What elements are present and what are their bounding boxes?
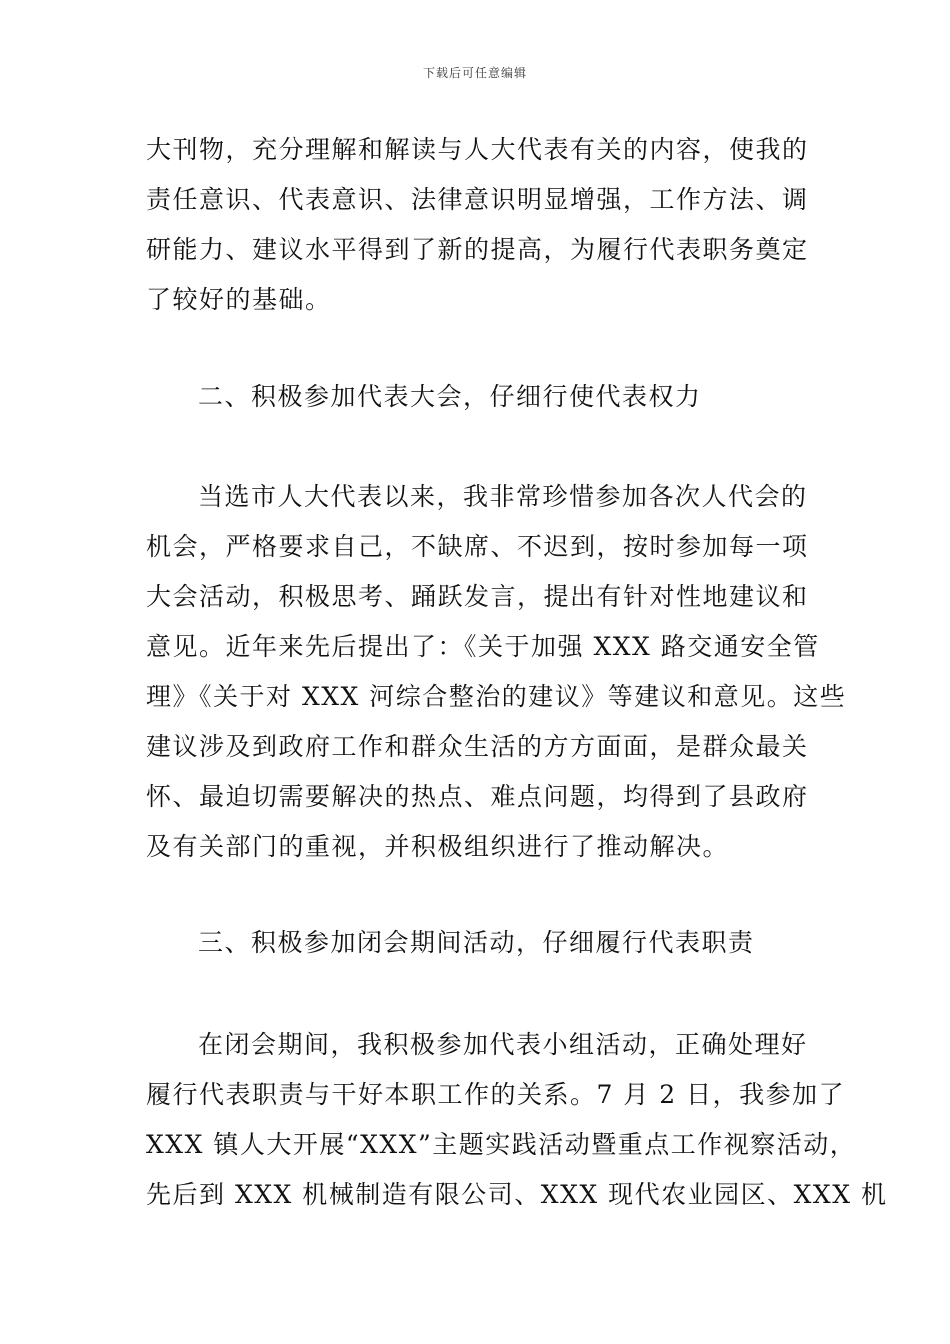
text-line: 研能力、建议水平得到了新的提高，为履行代表职务奠定 <box>146 235 809 264</box>
text-line: 在闭会期间，我积极参加代表小组活动，正确处理好 <box>198 1030 808 1059</box>
text-line: 怀、最迫切需要解决的热点、难点问题，均得到了县政府 <box>146 782 809 811</box>
paragraph-section-2 <box>146 472 847 872</box>
text-line: 责任意识、代表意识、法律意识明显增强，工作方法、调 <box>146 185 809 214</box>
paragraph-continuation <box>146 125 826 325</box>
heading-line: 三、积极参加闭会期间活动，仔细履行代表职责 <box>198 928 755 957</box>
text-line: 及有关部门的重视，并积极组织进行了推动解决。 <box>146 832 730 861</box>
text-line: 意见。近年来先后提出了：《关于加强 XXX 路交通安全管 <box>146 632 820 661</box>
section-heading-2 <box>146 372 826 422</box>
text-line: 机会，严格要求自己，不缺席、不迟到，按时参加每一项 <box>146 532 809 561</box>
text-line: 理》《关于对 XXX 河综合整治的建议》等建议和意见。这些 <box>146 682 847 711</box>
text-line: 先后到 XXX 机械制造有限公司、XXX 现代农业园区、XXX 机 <box>146 1180 888 1209</box>
text-line: 了较好的基础。 <box>146 285 332 314</box>
section-heading-3 <box>146 918 826 968</box>
text-line: 建议涉及到政府工作和群众生活的方方面面，是群众最关 <box>146 732 809 761</box>
page-header: 下载后可任意编辑 <box>422 66 527 80</box>
text-line: XXX 镇人大开展“XXX”主题实践活动暨重点工作视察活动， <box>146 1130 857 1159</box>
text-line: 大刊物，充分理解和解读与人大代表有关的内容，使我的 <box>146 135 809 164</box>
paragraph-section-3 <box>146 1020 888 1220</box>
text-line: 当选市人大代表以来，我非常珍惜参加各次人代会的 <box>198 482 808 511</box>
text-line: 履行代表职责与干好本职工作的关系。7 月 2 日，我参加了 <box>146 1080 846 1109</box>
text-line: 大会活动，积极思考、踊跃发言，提出有针对性地建议和 <box>146 582 809 611</box>
heading-line: 二、积极参加代表大会，仔细行使代表权力 <box>198 382 702 411</box>
